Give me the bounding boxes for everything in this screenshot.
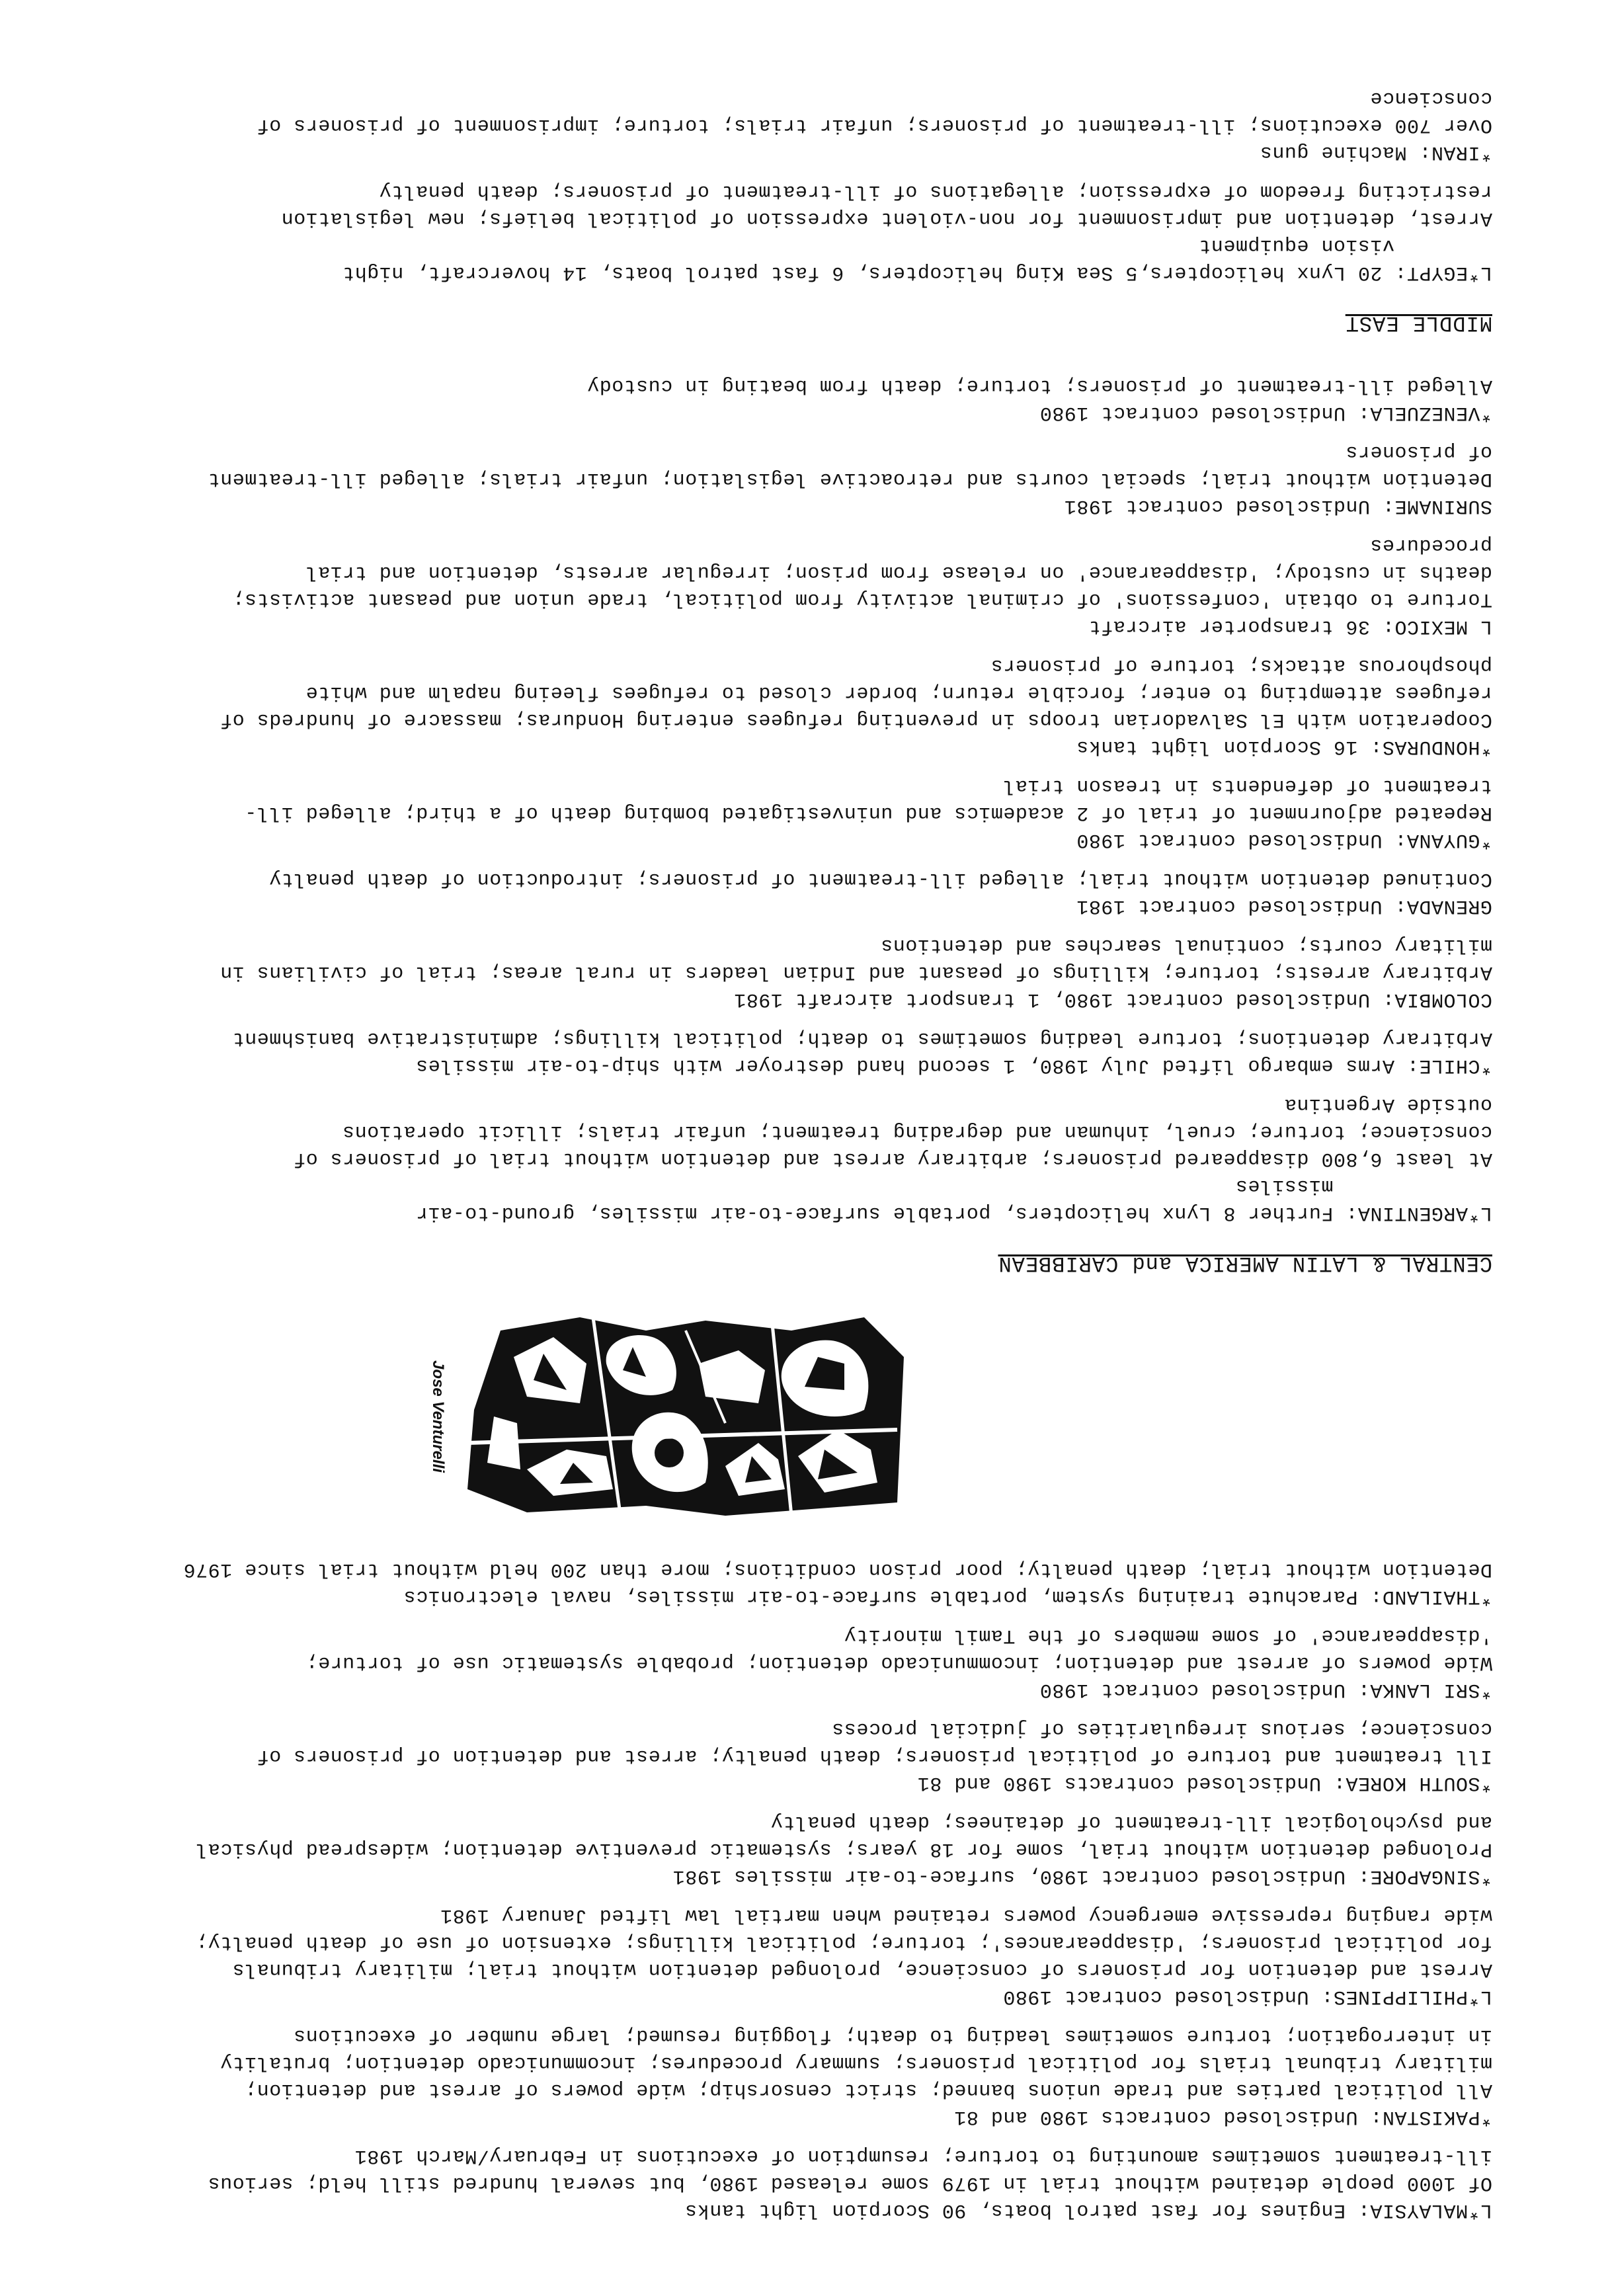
entry-title-line: *VENEZUELA: Undisclosed contract 1980 — [1039, 401, 1492, 424]
entry-venezuela — [24, 372, 1492, 426]
entry-iran — [24, 84, 1492, 165]
entry-detail-line: conscience — [1369, 87, 1492, 109]
entry-detail-line: treatment of defendents in treason trial — [1002, 774, 1492, 797]
entry-detail-line: All political parties and trade unions banned; strict censorship; wide powers of arrest and detention; — [244, 2078, 1492, 2101]
entry-detail-line: Cooperation with El Salvadorian troops in preventing refugees entering Honduras; massacre of hundreds of — [220, 708, 1492, 731]
entry-argentina — [24, 1090, 1492, 1226]
entry-title-line: *SRI LANKA: Undisclosed contract 1980 — [1039, 1678, 1492, 1701]
entry-detail-line: military tribunal trials for political prisoners; summary procedures; incommunicado detention; brutality — [220, 2051, 1492, 2074]
entry-south-korea — [24, 1715, 1492, 1796]
section-heading: MIDDLE EAST — [1345, 311, 1492, 335]
artist-name: Jose Venturelli — [429, 1360, 447, 1473]
entry-title-line: SURINAME: Undisclosed contract 1981 — [1064, 495, 1492, 517]
entry-chile — [24, 1024, 1492, 1079]
entry-sri-lanka — [24, 1621, 1492, 1703]
entry-detail-line: At least 6,800 disappeared prisoners; arbitrary arrest and detention without trial of prisoners of — [293, 1147, 1492, 1170]
entry-detail-line: for political prisoners; 'disappearances'; torture; political killings; extension of use of death penalty; — [195, 1931, 1492, 1953]
entry-singapore — [24, 1808, 1492, 1889]
entry-title-line: *CHILE: Arms embargo lifted July 1980, 1 second hand destroyer with ship-to-air missiles — [415, 1054, 1492, 1077]
entry-detail-line: Torture to obtain 'confessions' of criminal activity from political, trade union and peasant activists; — [232, 588, 1492, 610]
entry-detail-line: and psychological ill-treatment of detainees; death penalty — [770, 1811, 1492, 1833]
entry-title-line: *THAILAND: Parachute training system, portable surface-to-air missiles, naval electronics — [403, 1585, 1492, 1608]
entry-malaysia — [24, 2142, 1492, 2223]
entry-title-line: *IRAN: Machine guns — [1260, 141, 1492, 163]
entry-title-line: *SOUTH KOREA: Undisclosed contracts 1980 and 81 — [917, 1772, 1492, 1794]
entry-suriname — [24, 438, 1492, 519]
entry-detail-line: Prolonged detention without trial, some for 18 years; systematic preventive detention; widespread physical — [195, 1838, 1492, 1860]
entry-pakistan — [24, 2022, 1492, 2130]
entry-philippines — [24, 1901, 1492, 2010]
entry-detail-line: in interrogation; torture sometimes leading to death; flogging resumed; large number of executions — [293, 2024, 1492, 2047]
entry-detail-line: Arbitrary detentions; torture leading sometimes to death; political killings; administrative banishment — [232, 1027, 1492, 1049]
entry-detail-line: Detention without trial; death penalty; poor prison conditions; more than 200 held without trial since 1976 — [183, 1558, 1492, 1580]
section-middle-east — [24, 50, 1492, 337]
entry-honduras — [24, 651, 1492, 760]
entry-detail-line: 'disappearance' of some members of the Tamil minority — [844, 1624, 1492, 1647]
entry-detail-line: Arrest and detention for prisoners of conscience, prolonged detention without trial; military tribunals — [232, 1958, 1492, 1981]
entry-title-line: L*EGYPT: 20 Lynx helicopters,5 Sea King helicopters, 6 fast patrol boats, 14 hovercraft, night — [342, 261, 1492, 284]
illustration-block — [24, 1304, 1492, 1529]
entry-detail-line: Ill treatment and torture of political prisoners; death penalty; arrest and detention of prisoners of — [257, 1744, 1492, 1767]
entry-title-line: COLOMBIA: Undisclosed contract 1980, 1 transport aircraft 1981 — [733, 988, 1492, 1010]
asia-section-continued — [24, 1543, 1492, 2223]
entry-detail-line: deaths in custody; 'disappearance' on release from prison; irregular arrests, detention and trial — [305, 561, 1492, 583]
entry-detail-line: refugees attempting to enter; forcible return; border closed to refugees fleeing napalm and white — [305, 681, 1492, 704]
entry-title-line: L*ARGENTINA: Further 8 Lynx helicopters, portable surface-to-air missiles, ground-to-air — [415, 1202, 1492, 1224]
entry-detail-line: Continued detention without trial; alleged ill-treatment of prisoners; introduction of death penalty — [268, 868, 1492, 890]
entry-detail-line: restricting freedom of expression; allegations of ill-treatment of prisoners; death penalty — [379, 180, 1492, 202]
entry-title-line: L*PHILIPPINES: Undisclosed contract 1980 — [1002, 1985, 1492, 2008]
entry-detail-line: Arrest, detention and imprisonment for non-violent expression of political beliefs; new legislation — [281, 207, 1492, 229]
entry-title-line: GRENADA: Undisclosed contract 1981 — [1076, 895, 1492, 917]
section-heading: CENTRAL & LATIN AMERICA and CARIBBEAN — [998, 1251, 1492, 1276]
entry-detail-line: Of 1000 people detained without trial in 1979 some released 1980, but several hundred still held; serious — [208, 2172, 1492, 2194]
entry-title-line: *GUYANA: Undisclosed contract 1980 — [1076, 829, 1492, 851]
document-body — [24, 50, 1492, 2223]
illustration-credit — [424, 1317, 451, 1516]
entry-detail-line: of prisoners — [1345, 440, 1492, 463]
entry-detail-line: military courts; continual searches and detentions — [880, 934, 1492, 956]
entry-detail-line: procedures — [1369, 534, 1492, 556]
regional-sections — [24, 50, 1492, 1278]
entry-detail-line: Arbitrary arrests; torture; killings of peasant and Indian leaders in rural areas; trial of civilians in — [220, 961, 1492, 983]
entry-thailand — [24, 1555, 1492, 1610]
section-central-latin-america-and-caribbean — [24, 337, 1492, 1278]
entry-detail-line: vision equipment — [1198, 234, 1492, 257]
entry-detail-line: Repeated adjournment of trial of 2 academics and uninvestigated bombing death of a third; alleged ill- — [244, 801, 1492, 824]
entry-detail-line: Over 700 executions; ill-treatment of prisoners; unfair trials; torture; imprisonment of prisoners of — [257, 114, 1492, 136]
entry-title-line: L MEXICO: 36 transporter aircraft — [1088, 615, 1492, 637]
entry-colombia — [24, 931, 1492, 1012]
entry-detail-line: Wide powers of arrest and detention; incommunicado detention; probable systematic use of torture; — [305, 1651, 1492, 1674]
entry-detail-line: missiles — [1235, 1174, 1492, 1197]
entry-detail-line: outside Argentina — [1284, 1093, 1492, 1116]
entry-title-line: L*MALAYSIA: Engines for fast patrol boats, 90 Scorpion light tanks — [684, 2199, 1492, 2221]
entry-detail-line: wide ranging repressive emergency powers retained when martial law lifted January 1981 — [440, 1904, 1492, 1926]
entry-detail-line: phosphorous attacks; torture of prisoners — [990, 654, 1492, 676]
entry-guyana — [24, 772, 1492, 853]
woodcut-illustration — [461, 1311, 924, 1529]
entry-detail-line: Detention without trial; special courts and retroactive legislation; unfair trials; alleged ill-treatment — [208, 468, 1492, 490]
entry-grenada — [24, 865, 1492, 919]
entry-detail-line: ill-treatment sometimes amounting to torture; resumption of executions in February/March 1981 — [354, 2145, 1492, 2167]
entry-title-line: *HONDURAS: 16 Scorpion light tanks — [1076, 735, 1492, 758]
entry-detail-line: Alleged ill-treatment of prisoners; torture; death from beating in custody — [586, 374, 1492, 397]
entry-egypt — [24, 177, 1492, 286]
entry-title-line: *SINGAPORE: Undisclosed contract 1980, surface-to-air missiles 1981 — [672, 1865, 1492, 1887]
entry-detail-line: conscience; serious irregularities of judicial process — [831, 1717, 1492, 1740]
entry-detail-line: conscience; torture; cruel, inhuman and degrading treatment; unfair trials; illicit operations — [342, 1120, 1492, 1143]
entry-title-line: *PAKISTAN: Undisclosed contracts 1980 and 81 — [953, 2106, 1492, 2128]
entry-mexico — [24, 531, 1492, 639]
